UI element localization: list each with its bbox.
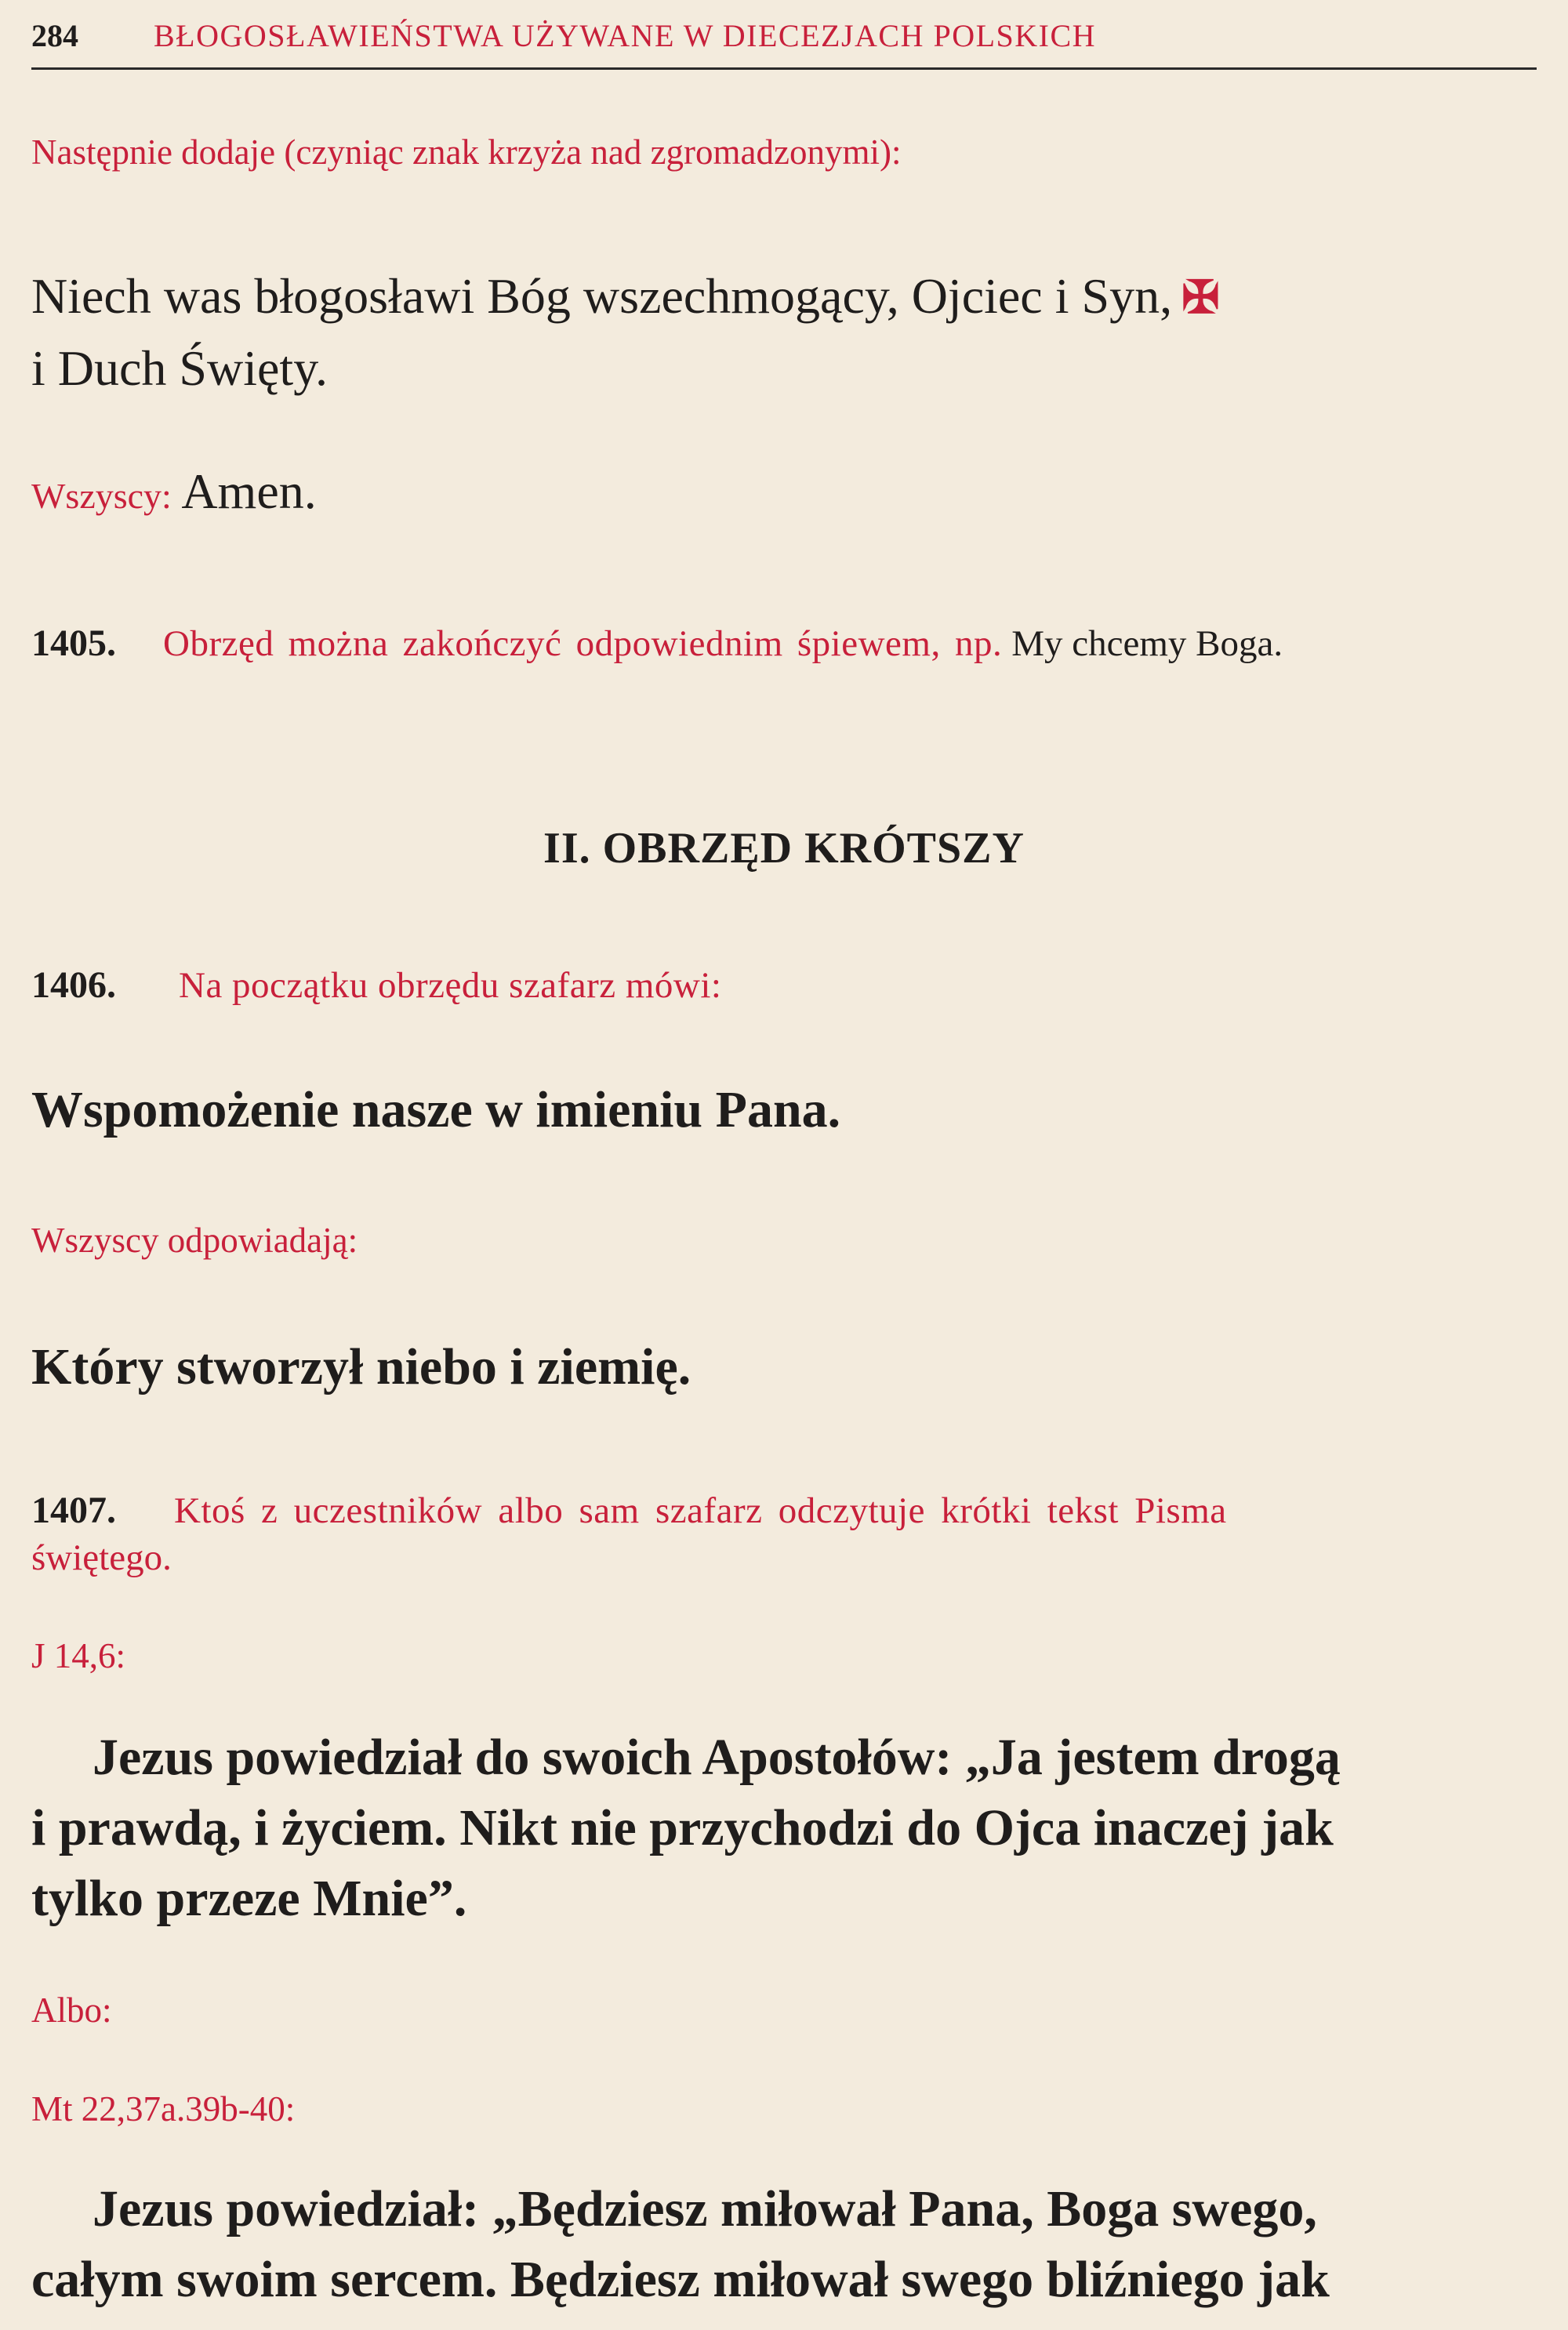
reading-2-line-1: Jezus powiedział: „Będziesz miłował Pana, Boga swego, (93, 2180, 1317, 2237)
cross-icon: ✠ (1181, 272, 1220, 323)
paragraph-number: 1405. (31, 622, 116, 664)
paragraph-rubric-line-1: Ktoś z uczestników albo sam szafarz odczytuje krótki tekst Pisma (174, 1490, 1227, 1531)
response-amen: Amen. (181, 463, 317, 519)
paragraph-rubric: Na początku obrzędu szafarz mówi: (179, 965, 722, 1006)
paragraph-number: 1406. (31, 964, 116, 1006)
scripture-reference-2: Mt 22,37a.39b-40: (31, 2089, 296, 2129)
reading-2-line-2: całym swoim sercem. Będziesz miłował swego bliźniego jak (31, 2251, 1330, 2308)
paragraph-1406 (31, 961, 1537, 1010)
blessing-text-1: Niech was błogosławi Bóg wszechmogący, Ojciec i Syn, (31, 268, 1173, 324)
versicle: Wspomożenie nasze w imieniu Pana. (31, 1081, 841, 1138)
hymn-title: My chcemy Boga. (1011, 623, 1283, 664)
reading-1-line-3: tylko przeze Mnie”. (31, 1870, 467, 1927)
running-head (31, 17, 1537, 54)
response-text: Który stworzył niebo i ziemię. (31, 1338, 691, 1395)
blessing-rubric: Następnie dodaje (czyniąc znak krzyża nad zgromadzonymi): (31, 132, 902, 172)
section-heading: II. OBRZĘD KRÓTSZY (543, 824, 1025, 873)
header-rule (31, 67, 1537, 70)
blessing-line-2: i Duch Święty. (31, 340, 328, 396)
response-rubric: Wszyscy odpowiadają: (31, 1221, 358, 1260)
paragraph-1405 (31, 619, 1537, 668)
blessing-line-1 (31, 260, 1537, 334)
running-head-title: BŁOGOSŁAWIEŃSTWA UŻYWANE W DIECEZJACH POLSKICH (154, 18, 1097, 53)
scripture-reference-1: J 14,6: (31, 1636, 126, 1675)
alternative-label: Albo: (31, 1991, 112, 2030)
page-number: 284 (31, 18, 78, 53)
paragraph-rubric: Obrzęd można zakończyć odpowiednim śpiewem, np. (163, 623, 1003, 664)
reading-1-line-2: i prawdą, i życiem. Nikt nie przychodzi do Ojca inaczej jak (31, 1799, 1334, 1856)
reading-1-line-1: Jezus powiedział do swoich Apostołów: „Ja jestem drogą (93, 1729, 1341, 1786)
paragraph-rubric-line-2: świętego. (31, 1537, 172, 1578)
response-label: Wszyscy: (31, 476, 172, 516)
blessing-response (31, 463, 1537, 521)
paragraph-number: 1407. (31, 1490, 116, 1531)
paragraph-1407 (31, 1486, 1537, 1535)
